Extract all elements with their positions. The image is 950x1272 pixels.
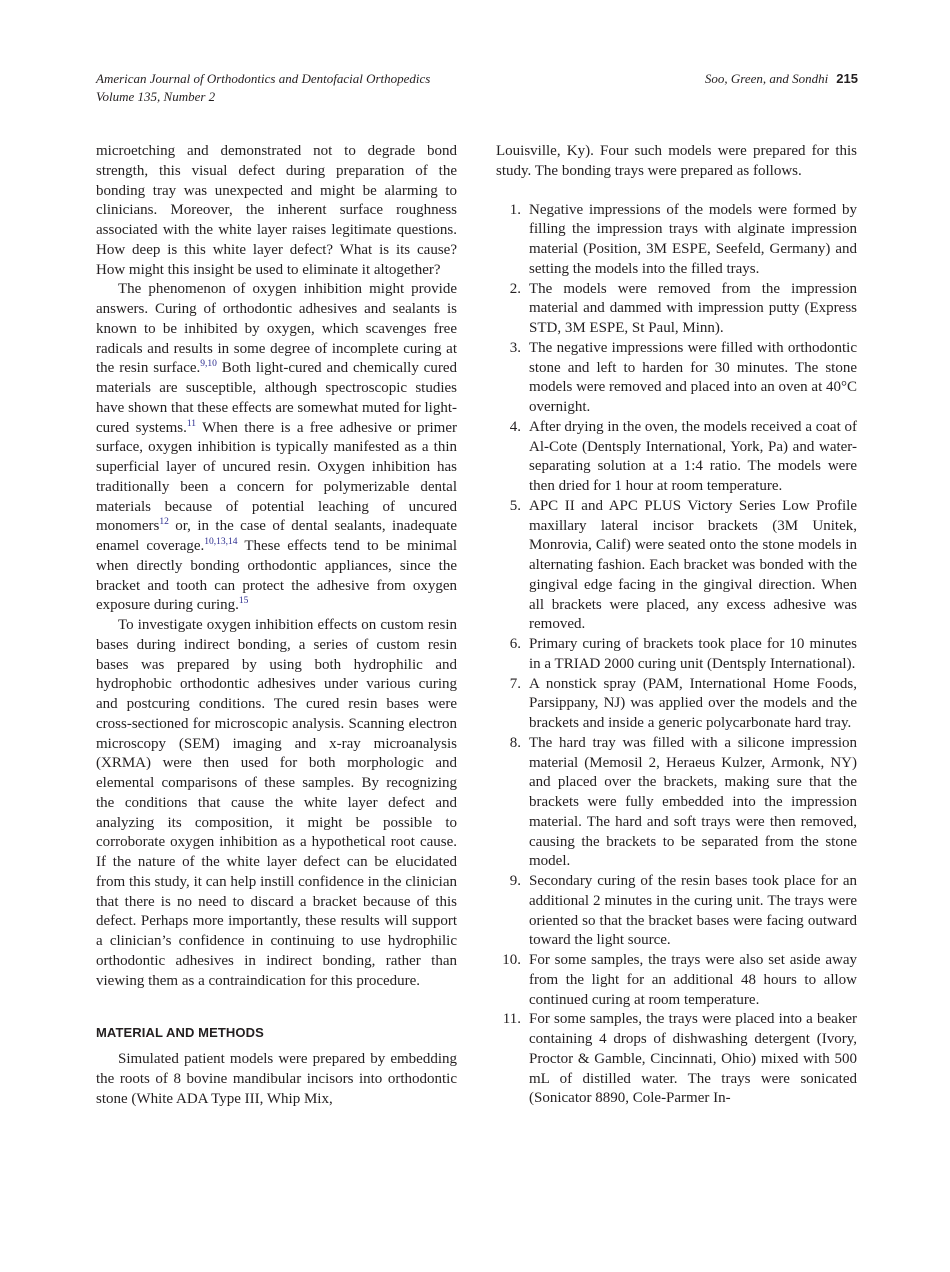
step-text: The hard tray was filled with a silicone impression material (Memosil 2, Heraeus Kulzer, Armonk, NY) and placed over the brackets, making sure that the brackets were fully embedded into the impression material. The hard and soft trays were then removed, causing the brackets to be separated from the stone model.: [529, 734, 857, 870]
paragraph-methods-continued: Louisville, Ky). Four such models were prepared for this study. The bonding trays were prepared as follows.: [496, 143, 857, 179]
step-number: 1.: [509, 201, 521, 218]
list-item: [496, 872, 857, 951]
running-authors: Soo, Green, and Sondhi: [704, 71, 829, 86]
journal-volume: Volume 135, Number 2: [96, 89, 216, 104]
list-item: [496, 201, 857, 280]
citation-link[interactable]: 12: [159, 517, 169, 528]
step-number: 7.: [509, 675, 521, 692]
list-item: [496, 1010, 857, 1109]
step-text: APC II and APC PLUS Victory Series Low Profile maxillary lateral incisor brackets (3M Unitek, Monrovia, Calif) were seated onto the stone models in alternating fashion. Each bracket was bonded with the gingival edge facing in the gingival direction. When all brackets were placed, any excess adhesive was removed.: [529, 497, 857, 633]
author-page-info: [705, 70, 858, 88]
list-item: [496, 497, 857, 635]
journal-info: [96, 70, 430, 106]
step-text: After drying in the oven, the models received a coat of Al-Cote (Dentsply International, York, Pa) and water-separating solution at a 1:4 ratio. The models were then dried for 1 hour at room temperature.: [529, 418, 857, 494]
step-text: For some samples, the trays were also set aside away from the light for an additional 48 hours to allow continued curing at room temperature.: [529, 952, 857, 1008]
list-item: [496, 675, 857, 734]
list-item: [496, 418, 857, 497]
step-number: 4.: [509, 418, 521, 435]
journal-title: American Journal of Orthodontics and Dentofacial Orthopedics: [96, 71, 431, 86]
right-column: [496, 142, 857, 1109]
step-number: 11.: [502, 1011, 521, 1028]
step-text: Secondary curing of the resin bases took place for an additional 2 minutes in the curing unit. The trays were oriented so that the bracket bases were facing outward toward the light source.: [529, 873, 857, 949]
section-heading-methods: MATERIAL AND METHODS: [96, 1025, 264, 1041]
paragraph-methods-intro: Simulated patient models were prepared by embedding the roots of 8 bovine mandibular incisors into orthodontic stone (White ADA Type III, Whip Mix,: [96, 1051, 457, 1107]
step-text: The models were removed from the impression material and dammed with impression putty (Express STD, 3M ESPE, St Paul, Minn).: [529, 280, 857, 336]
citation-link[interactable]: 15: [238, 596, 249, 607]
list-item: [496, 339, 857, 418]
paragraph-study-objective: To investigate oxygen inhibition effects on custom resin bases during indirect bonding, a series of custom resin bases was prepared by using both hydrophilic and hydrophobic orthodontic adhesives under various curing and postcuring conditions. The cured resin bases were cross-sectioned for microscopic analysis. Scanning electron microscopy (SEM) imaging and x-ray microanalysis (XRMA) were then used for both morphologic and elemental comparisons of these samples. By recognizing the conditions that cause the white layer defect and analyzing its composition, it might be possible to corroborate oxygen inhibition as a hypothetical root cause. If the nature of the white layer defect can be elucidated from this study, it can help instill confidence in the clinician that there is no need to discard a bracket because of this defect. Perhaps more importantly, these results will support a clinician’s confidence in continuing to use hydrophilic orthodontic adhesives in indirect bonding, rather than viewing them as a contraindication for this procedure.: [96, 617, 457, 989]
step-text: The negative impressions were filled with orthodontic stone and left to harden for 30 minutes. The stone models were removed and placed into an oven at 40°C overnight.: [529, 339, 857, 415]
step-text: Primary curing of brackets took place for 10 minutes in a TRIAD 2000 curing unit (Dentsply International).: [529, 636, 857, 672]
step-number: 6.: [509, 636, 521, 652]
left-column: [96, 142, 457, 1110]
paragraph-continued: microetching and demonstrated not to degrade bond strength, this visual defect during preparation of the bonding tray was unexpected and might be alarming to clinicians. Moreover, the inherent surface roughness associated with the white layer raises legitimate questions. How deep is this white layer defect? What is its cause? How might this insight be used to eliminate it altogether?: [96, 143, 457, 278]
list-item: [496, 734, 857, 872]
citation-link[interactable]: 10,13,14: [204, 537, 238, 547]
procedure-steps-list: [496, 201, 857, 1110]
list-item: [496, 280, 857, 339]
step-text: Negative impressions of the models were formed by filling the impression trays with alginate impression material (Position, 3M ESPE, Seefeld, Germany) and setting the models into the filled trays.: [529, 201, 857, 277]
citation-link[interactable]: 9,10: [200, 359, 217, 370]
step-number: 2.: [509, 280, 521, 297]
list-item: [496, 951, 857, 1010]
paragraph-oxygen-inhibition: The phenomenon of oxygen inhibition might provide answers. Curing of orthodontic adhesives and sealants is known to be inhibited by oxygen, which scavenges free radicals and results in some degree of incomplete curing at the resin surface.$^{9,10}$ Both light-cured and chemically cured materials are susceptible, although spectroscopic studies have shown that these effects are somewhat muted for light-cured systems.$^{11}$ When there is a free adhesive or primer surface, oxygen inhibition is typically manifested as a thin superficial layer of uncured resin. Oxygen inhibition has traditionally been a concern for polymerizable dental materials because of potential leaching of uncured monomers$^{12}$ or, in the case of dental sealants, inadequate enamel coverage.$^{10,13,14}$ These effects tend to be minimal when directly bonding orthodontic appliances, since the bracket and tooth can protect the adhesive from oxygen exposure during curing.$^{15}$: [96, 281, 457, 614]
step-number: 9.: [509, 873, 521, 889]
page-number: 215: [836, 71, 858, 86]
step-number: 10.: [502, 952, 521, 968]
step-text: For some samples, the trays were placed into a beaker containing 4 drops of dishwashing detergent (Ivory, Proctor & Gamble, Cincinnati, Ohio) mixed with 500 mL of distilled water. The trays were sonicated (Sonicator 8890, Cole-Parmer In-: [529, 1011, 857, 1107]
step-number: 5.: [509, 497, 521, 514]
step-number: 3.: [509, 339, 521, 356]
citation-link[interactable]: 11: [186, 418, 197, 429]
step-number: 8.: [509, 734, 521, 751]
list-item: [496, 635, 857, 675]
step-text: A nonstick spray (PAM, International Home Foods, Parsippany, NJ) was applied over the models and the brackets and inside a generic polycarbonate hard tray.: [529, 675, 857, 731]
